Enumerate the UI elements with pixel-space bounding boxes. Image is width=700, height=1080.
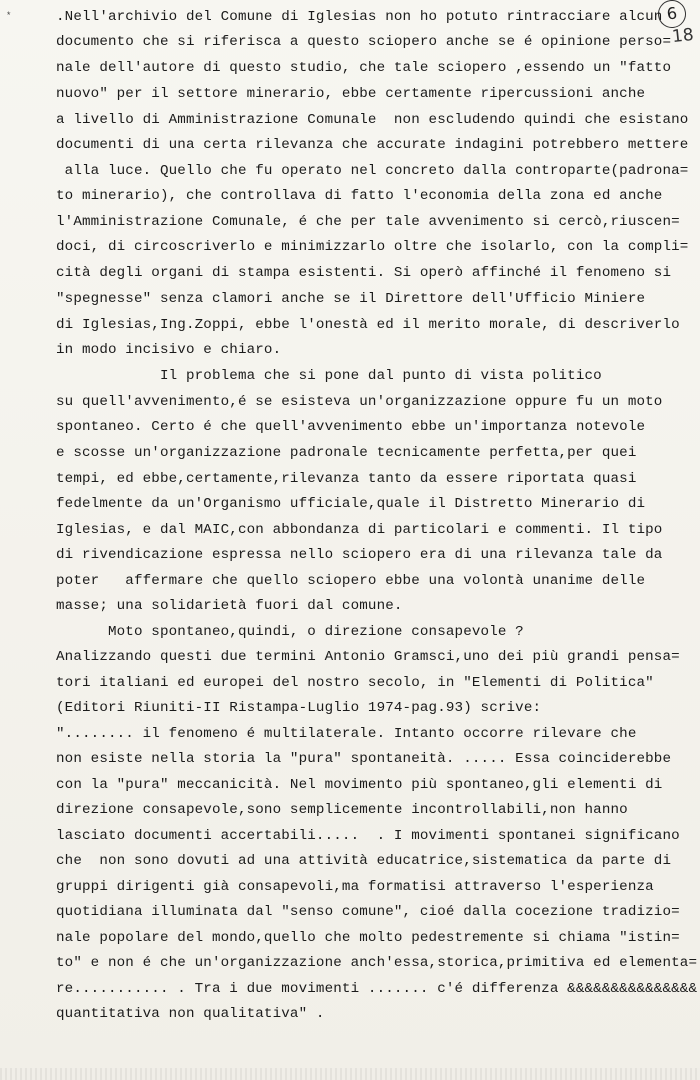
text-line: che non sono dovuti ad una attività educatrice,sistematica da parte di bbox=[56, 853, 672, 869]
corner-mark: * bbox=[6, 11, 12, 21]
text-line: spontaneo. Certo é che quell'avvenimento ebbe un'importanza notevole bbox=[56, 419, 646, 435]
text-line: a livello di Amministrazione Comunale non escludendo quindi che esistano bbox=[56, 112, 689, 128]
text-line: doci, di circoscriverlo e minimizzarlo oltre che isolarlo, con la compli= bbox=[56, 239, 689, 255]
text-line: Analizzando questi due termini Antonio Gramsci,uno dei più grandi pensa= bbox=[56, 649, 680, 665]
text-line: nuovo" per il settore minerario, ebbe certamente ripercussioni anche bbox=[56, 86, 646, 102]
text-line: re........... . Tra i due movimenti ....... c'é differenza &&&&&&&&&&&&&&& bbox=[56, 981, 698, 997]
text-line: cità degli organi di stampa esistenti. Si operò affinché il fenomeno si bbox=[56, 265, 672, 281]
text-line: l'Amministrazione Comunale, é che per tale avvenimento si cercò,riuscen= bbox=[56, 214, 680, 230]
text-line: masse; una solidarietà fuori dal comune. bbox=[56, 598, 403, 614]
scan-edge-noise bbox=[0, 1068, 700, 1080]
text-line: di Iglesias,Ing.Zoppi, ebbe l'onestà ed il merito morale, di descriverlo bbox=[56, 317, 680, 333]
text-line: to" e non é che un'organizzazione anch'essa,storica,primitiva ed elementa= bbox=[56, 955, 698, 971]
text-line: nale popolare del mondo,quello che molto pedestremente si chiama "istin= bbox=[56, 930, 680, 946]
handwritten-margin-number: 18 bbox=[671, 24, 695, 48]
text-line: lasciato documenti accertabili..... . I movimenti spontanei significano bbox=[56, 828, 680, 844]
text-line: Il problema che si pone dal punto di vista politico bbox=[56, 368, 602, 384]
text-line: quantitativa non qualitativa" . bbox=[56, 1006, 325, 1022]
text-line: e scosse un'organizzazione padronale tecnicamente perfetta,per quei bbox=[56, 445, 637, 461]
text-line: (Editori Riuniti-II Ristampa-Luglio 1974-pag.93) scrive: bbox=[56, 700, 542, 716]
text-line: quotidiana illuminata dal "senso comune", cioé dalla cocezione tradizio= bbox=[56, 904, 680, 920]
text-line: di rivendicazione espressa nello sciopero era di una rilevanza tale da bbox=[56, 547, 663, 563]
text-line: in modo incisivo e chiaro. bbox=[56, 342, 282, 358]
text-line: nale dell'autore di questo studio, che tale sciopero ,essendo un "fatto bbox=[56, 60, 672, 76]
text-line: fedelmente da un'Organismo ufficiale,quale il Distretto Minerario di bbox=[56, 496, 646, 512]
text-line: alla luce. Quello che fu operato nel concreto dalla controparte(padrona= bbox=[56, 163, 689, 179]
text-line: non esiste nella storia la "pura" spontaneità. ..... Essa coinciderebbe bbox=[56, 751, 672, 767]
text-line: su quell'avvenimento,é se esisteva un'organizzazione oppure fu un moto bbox=[56, 394, 663, 410]
text-line: Moto spontaneo,quindi, o direzione consapevole ? bbox=[56, 624, 524, 640]
text-line: "........ il fenomeno é multilaterale. Intanto occorre rilevare che bbox=[56, 726, 637, 742]
text-line: direzione consapevole,sono semplicemente incontrollabili,non hanno bbox=[56, 802, 628, 818]
text-line: documento che si riferisca a questo sciopero anche se é opinione perso= bbox=[56, 34, 672, 50]
text-line: con la "pura" meccanicità. Nel movimento più spontaneo,gli elementi di bbox=[56, 777, 663, 793]
text-line: Iglesias, e dal MAIC,con abbondanza di particolari e commenti. Il tipo bbox=[56, 522, 663, 538]
text-line: gruppi dirigenti già consapevoli,ma formatisi attraverso l'esperienza bbox=[56, 879, 654, 895]
text-line: tempi, ed ebbe,certamente,rilevanza tanto da essere riportata quasi bbox=[56, 471, 637, 487]
text-line: tori italiani ed europei del nostro secolo, in "Elementi di Politica" bbox=[56, 675, 654, 691]
text-line: to minerario), che controllava di fatto l'economia della zona ed anche bbox=[56, 188, 663, 204]
text-line: documenti di una certa rilevanza che accurate indagini potrebbero mettere bbox=[56, 137, 689, 153]
text-line: "spegnesse" senza clamori anche se il Direttore dell'Ufficio Miniere bbox=[56, 291, 646, 307]
page-number-circled: 6 bbox=[656, 0, 688, 30]
text-line: .Nell'archivio del Comune di Iglesias non ho potuto rintracciare alcun bbox=[56, 9, 663, 25]
text-line: poter affermare che quello sciopero ebbe una volontà unanime delle bbox=[56, 573, 646, 589]
